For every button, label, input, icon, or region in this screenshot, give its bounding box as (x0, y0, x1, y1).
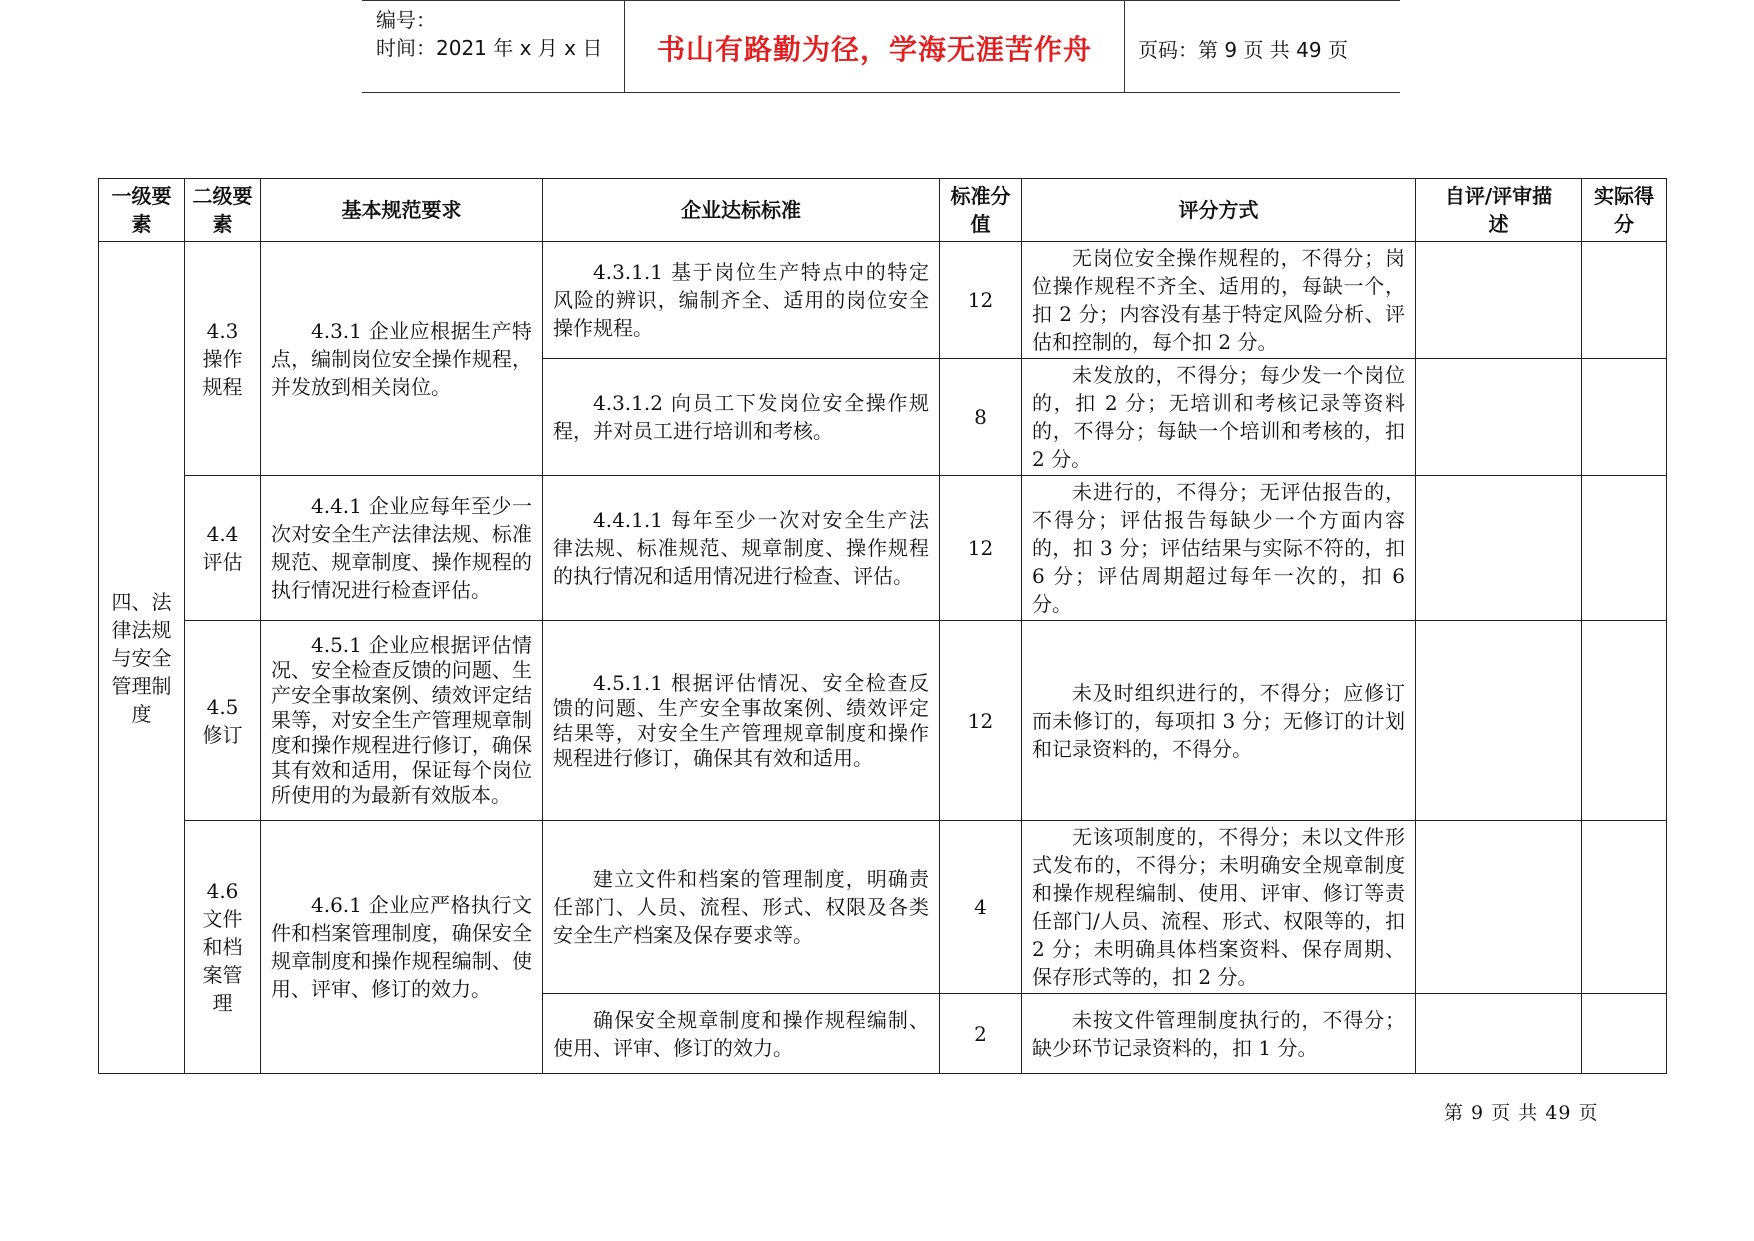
standard-score: 12 (940, 476, 1022, 621)
doc-number-label: 编号： (376, 8, 436, 32)
doc-date: 时间：2021 年 x 月 x 日 (376, 36, 603, 60)
enterprise-standard: 建立文件和档案的管理制度，明确责任部门、人员、流程、形式、权限及各类安全生产档案及保存要求等。 (543, 821, 940, 994)
actual-score-cell[interactable] (1582, 621, 1667, 821)
header-enterprise-standard: 企业达标标准 (543, 179, 940, 242)
standard-score: 8 (940, 359, 1022, 476)
scoring-method: 未按文件管理制度执行的，不得分；缺少环节记录资料的，扣 1 分。 (1022, 994, 1416, 1074)
basic-requirement: 4.4.1 企业应每年至少一次对安全生产法律法规、标准规范、规章制度、操作规程的执行情况进行检查评估。 (261, 476, 543, 621)
header-divider-1 (624, 0, 625, 93)
table-row (99, 821, 1667, 994)
actual-score-cell[interactable] (1582, 476, 1667, 621)
enterprise-standard: 4.4.1.1 每年至少一次对安全生产法律法规、标准规范、规章制度、操作规程的执行情况和适用情况进行检查、评估。 (543, 476, 940, 621)
self-evaluation-cell[interactable] (1416, 242, 1582, 359)
actual-score-cell[interactable] (1582, 242, 1667, 359)
table-row (99, 621, 1667, 821)
level2-element: 4.4 评估 (185, 476, 261, 621)
standard-score: 2 (940, 994, 1022, 1074)
header-scoring-method: 评分方式 (1022, 179, 1416, 242)
page-footer: 第 9 页 共 49 页 (1444, 1102, 1599, 1124)
header-divider-2 (1124, 0, 1125, 93)
header-level1: 一级要素 (99, 179, 185, 242)
self-evaluation-cell[interactable] (1416, 821, 1582, 994)
table-row (99, 476, 1667, 621)
enterprise-standard: 4.5.1.1 根据评估情况、安全检查反馈的问题、生产安全事故案例、绩效评定结果等，对安全生产管理规章制度和操作规程进行修订，确保其有效和适用。 (543, 621, 940, 821)
self-evaluation-cell[interactable] (1416, 476, 1582, 621)
enterprise-standard: 4.3.1.2 向员工下发岗位安全操作规程，并对员工进行培训和考核。 (543, 359, 940, 476)
enterprise-standard: 4.3.1.1 基于岗位生产特点中的特定风险的辨识，编制齐全、适用的岗位安全操作规程。 (543, 242, 940, 359)
scoring-method: 无该项制度的，不得分；未以文件形式发布的，不得分；未明确安全规章制度和操作规程编制、使用、评审、修订等责任部门/人员、流程、形式、权限等的，扣 2 分；未明确具体档案资料、保存周期、保存形式等的，扣 2 分。 (1022, 821, 1416, 994)
level2-element: 4.3 操作规程 (185, 242, 261, 476)
scoring-method: 未进行的，不得分；无评估报告的，不得分；评估报告每缺少一个方面内容的，扣 3 分；评估结果与实际不符的，扣 6 分；评估周期超过每年一次的，扣 6 分。 (1022, 476, 1416, 621)
standard-score: 4 (940, 821, 1022, 994)
basic-requirement: 4.3.1 企业应根据生产特点，编制岗位安全操作规程，并发放到相关岗位。 (261, 242, 543, 476)
page-header (362, 0, 1400, 94)
header-motto: 书山有路勤为径，学海无涯苦作舟 (656, 33, 1092, 66)
self-evaluation-cell[interactable] (1416, 359, 1582, 476)
header-actual-score: 实际得分 (1582, 179, 1667, 242)
header-basic-requirement: 基本规范要求 (261, 179, 543, 242)
self-evaluation-cell[interactable] (1416, 994, 1582, 1074)
table-header-row (99, 179, 1667, 242)
header-left-block (376, 6, 602, 62)
header-top-rule (362, 0, 1400, 1)
header-bottom-rule (362, 92, 1400, 93)
scoring-method: 无岗位安全操作规程的，不得分；岗位操作规程不齐全、适用的，每缺一个，扣 2 分；内容没有基于特定风险分析、评估和控制的，每个扣 2 分。 (1022, 242, 1416, 359)
level2-element: 4.6 文件和档案管理 (185, 821, 261, 1074)
actual-score-cell[interactable] (1582, 359, 1667, 476)
enterprise-standard: 确保安全规章制度和操作规程编制、使用、评审、修订的效力。 (543, 994, 940, 1074)
table-row (99, 242, 1667, 359)
actual-score-cell[interactable] (1582, 821, 1667, 994)
header-page-info: 页码：第 9 页 共 49 页 (1138, 38, 1348, 62)
basic-requirement: 4.5.1 企业应根据评估情况、安全检查反馈的问题、生产安全事故案例、绩效评定结果等，对安全生产管理规章制度和操作规程进行修订，确保其有效和适用，保证每个岗位所使用的为最新有效版本。 (261, 621, 543, 821)
self-evaluation-cell[interactable] (1416, 621, 1582, 821)
level2-element: 4.5 修订 (185, 621, 261, 821)
scoring-method: 未及时组织进行的，不得分；应修订而未修订的，每项扣 3 分；无修订的计划和记录资料的，不得分。 (1022, 621, 1416, 821)
scoring-method: 未发放的，不得分；每少发一个岗位的，扣 2 分；无培训和考核记录等资料的，不得分；每缺一个培训和考核的，扣 2 分。 (1022, 359, 1416, 476)
header-standard-score: 标准分值 (940, 179, 1022, 242)
standard-score: 12 (940, 621, 1022, 821)
standard-score: 12 (940, 242, 1022, 359)
basic-requirement: 4.6.1 企业应严格执行文件和档案管理制度，确保安全规章制度和操作规程编制、使用、评审、修订的效力。 (261, 821, 543, 1074)
actual-score-cell[interactable] (1582, 994, 1667, 1074)
header-self-evaluation: 自评/评审描 述 (1416, 179, 1582, 242)
header-level2: 二级要素 (185, 179, 261, 242)
level1-element: 四、法律法规与安全管理制度 (99, 242, 185, 1074)
standards-table (98, 178, 1667, 1074)
